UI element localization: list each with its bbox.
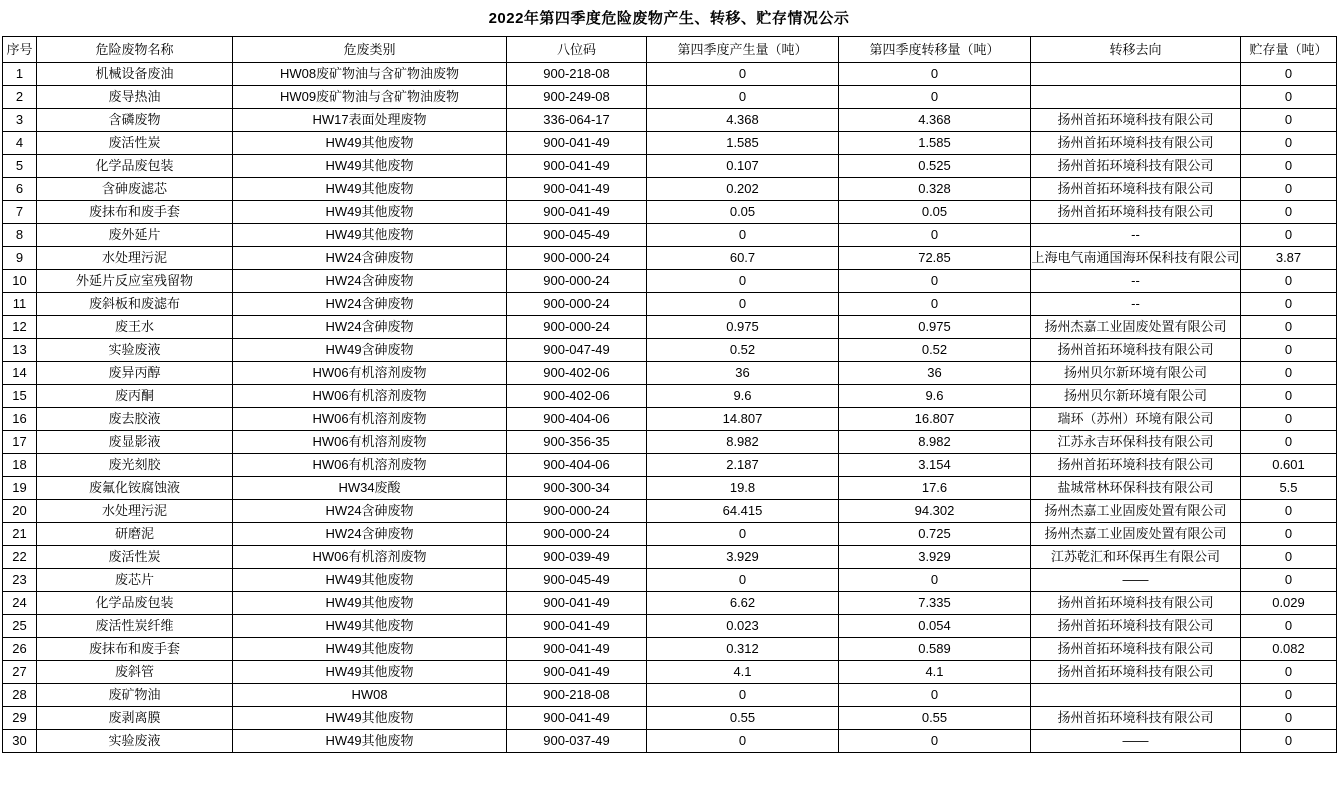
table-row	[3, 224, 1337, 247]
cell-generated-amount: 0.05	[647, 201, 839, 224]
cell-transferred-amount: 16.807	[839, 408, 1031, 431]
table-row	[3, 362, 1337, 385]
cell-eight-digit-code: 336-064-17	[507, 109, 647, 132]
cell-stored-amount: 0	[1241, 707, 1337, 730]
cell-index: 16	[3, 408, 37, 431]
cell-generated-amount: 0.202	[647, 178, 839, 201]
column-header-generated-amount: 第四季度产生量（吨）	[647, 37, 839, 63]
table-header	[3, 37, 1337, 63]
column-header-transfer-destination: 转移去向	[1031, 37, 1241, 63]
cell-waste-name: 实验废液	[37, 339, 233, 362]
table-row	[3, 684, 1337, 707]
cell-waste-name: 废剥离膜	[37, 707, 233, 730]
column-header-index: 序号	[3, 37, 37, 63]
cell-stored-amount: 0	[1241, 523, 1337, 546]
cell-stored-amount: 0	[1241, 201, 1337, 224]
table-row	[3, 132, 1337, 155]
table-row	[3, 247, 1337, 270]
cell-waste-category: HW24含砷废物	[233, 270, 507, 293]
cell-waste-category: HW49其他废物	[233, 638, 507, 661]
cell-index: 24	[3, 592, 37, 615]
table-row	[3, 109, 1337, 132]
cell-waste-name: 化学品废包装	[37, 155, 233, 178]
cell-transfer-destination: ——	[1031, 730, 1241, 753]
cell-transfer-destination	[1031, 86, 1241, 109]
cell-eight-digit-code: 900-000-24	[507, 293, 647, 316]
table-row	[3, 293, 1337, 316]
cell-generated-amount: 6.62	[647, 592, 839, 615]
cell-index: 28	[3, 684, 37, 707]
cell-stored-amount: 0	[1241, 546, 1337, 569]
cell-eight-digit-code: 900-000-24	[507, 500, 647, 523]
cell-transfer-destination: 扬州首拓环境科技有限公司	[1031, 661, 1241, 684]
cell-transfer-destination: 扬州贝尔新环境有限公司	[1031, 385, 1241, 408]
cell-transfer-destination: 瑞环（苏州）环境有限公司	[1031, 408, 1241, 431]
cell-transferred-amount: 0.52	[839, 339, 1031, 362]
cell-waste-name: 废显影液	[37, 431, 233, 454]
table-row	[3, 500, 1337, 523]
cell-index: 29	[3, 707, 37, 730]
cell-eight-digit-code: 900-300-34	[507, 477, 647, 500]
cell-transfer-destination: 扬州首拓环境科技有限公司	[1031, 132, 1241, 155]
cell-transferred-amount: 7.335	[839, 592, 1031, 615]
cell-generated-amount: 0.312	[647, 638, 839, 661]
cell-index: 6	[3, 178, 37, 201]
cell-stored-amount: 0	[1241, 155, 1337, 178]
cell-eight-digit-code: 900-000-24	[507, 523, 647, 546]
cell-stored-amount: 0	[1241, 339, 1337, 362]
cell-generated-amount: 0.52	[647, 339, 839, 362]
cell-index: 27	[3, 661, 37, 684]
cell-transfer-destination: 扬州首拓环境科技有限公司	[1031, 454, 1241, 477]
cell-waste-category: HW24含砷废物	[233, 293, 507, 316]
cell-transferred-amount: 72.85	[839, 247, 1031, 270]
cell-stored-amount: 0	[1241, 730, 1337, 753]
cell-transferred-amount: 0	[839, 86, 1031, 109]
cell-generated-amount: 0	[647, 224, 839, 247]
table-row	[3, 339, 1337, 362]
cell-waste-name: 化学品废包装	[37, 592, 233, 615]
cell-waste-category: HW08	[233, 684, 507, 707]
cell-waste-name: 废导热油	[37, 86, 233, 109]
cell-eight-digit-code: 900-402-06	[507, 385, 647, 408]
cell-transferred-amount: 0	[839, 63, 1031, 86]
cell-waste-name: 废芯片	[37, 569, 233, 592]
cell-index: 1	[3, 63, 37, 86]
cell-eight-digit-code: 900-041-49	[507, 155, 647, 178]
cell-index: 2	[3, 86, 37, 109]
table-row	[3, 155, 1337, 178]
cell-stored-amount: 0	[1241, 293, 1337, 316]
table-row	[3, 270, 1337, 293]
cell-transferred-amount: 0	[839, 293, 1031, 316]
cell-transferred-amount: 0	[839, 569, 1031, 592]
cell-waste-name: 废活性炭	[37, 132, 233, 155]
cell-transfer-destination: 扬州杰嘉工业固废处置有限公司	[1031, 500, 1241, 523]
cell-eight-digit-code: 900-249-08	[507, 86, 647, 109]
cell-generated-amount: 0.55	[647, 707, 839, 730]
cell-transfer-destination: 江苏永吉环保科技有限公司	[1031, 431, 1241, 454]
cell-eight-digit-code: 900-402-06	[507, 362, 647, 385]
cell-transferred-amount: 0.525	[839, 155, 1031, 178]
cell-eight-digit-code: 900-218-08	[507, 63, 647, 86]
cell-index: 8	[3, 224, 37, 247]
cell-generated-amount: 36	[647, 362, 839, 385]
cell-index: 11	[3, 293, 37, 316]
cell-index: 23	[3, 569, 37, 592]
cell-waste-name: 外延片反应室残留物	[37, 270, 233, 293]
table-header-row	[3, 37, 1337, 63]
cell-index: 17	[3, 431, 37, 454]
cell-generated-amount: 64.415	[647, 500, 839, 523]
table-row	[3, 592, 1337, 615]
cell-waste-name: 水处理污泥	[37, 247, 233, 270]
cell-transfer-destination: --	[1031, 270, 1241, 293]
cell-transferred-amount: 3.154	[839, 454, 1031, 477]
page-title: 2022年第四季度危险废物产生、转移、贮存情况公示	[488, 10, 850, 27]
cell-waste-category: HW06有机溶剂废物	[233, 362, 507, 385]
cell-stored-amount: 0	[1241, 661, 1337, 684]
cell-eight-digit-code: 900-037-49	[507, 730, 647, 753]
cell-stored-amount: 0	[1241, 178, 1337, 201]
table-row	[3, 638, 1337, 661]
column-header-waste-name: 危险废物名称	[37, 37, 233, 63]
cell-transferred-amount: 4.1	[839, 661, 1031, 684]
cell-transferred-amount: 0	[839, 684, 1031, 707]
table-row	[3, 385, 1337, 408]
cell-waste-category: HW49其他废物	[233, 155, 507, 178]
cell-transferred-amount: 9.6	[839, 385, 1031, 408]
cell-generated-amount: 19.8	[647, 477, 839, 500]
cell-transferred-amount: 0.328	[839, 178, 1031, 201]
cell-waste-name: 废丙酮	[37, 385, 233, 408]
cell-waste-category: HW17表面处理废物	[233, 109, 507, 132]
cell-index: 30	[3, 730, 37, 753]
column-header-stored-amount: 贮存量（吨）	[1241, 37, 1337, 63]
cell-eight-digit-code: 900-000-24	[507, 316, 647, 339]
cell-generated-amount: 0	[647, 293, 839, 316]
cell-stored-amount: 0	[1241, 500, 1337, 523]
cell-stored-amount: 0	[1241, 224, 1337, 247]
cell-generated-amount: 0	[647, 270, 839, 293]
cell-stored-amount: 0	[1241, 270, 1337, 293]
cell-waste-category: HW49其他废物	[233, 132, 507, 155]
cell-index: 12	[3, 316, 37, 339]
table-row	[3, 63, 1337, 86]
cell-stored-amount: 5.5	[1241, 477, 1337, 500]
cell-transferred-amount: 1.585	[839, 132, 1031, 155]
cell-stored-amount: 0	[1241, 63, 1337, 86]
cell-waste-category: HW49其他废物	[233, 201, 507, 224]
cell-transfer-destination: 扬州杰嘉工业固废处置有限公司	[1031, 523, 1241, 546]
cell-transfer-destination: 扬州首拓环境科技有限公司	[1031, 615, 1241, 638]
cell-index: 3	[3, 109, 37, 132]
column-header-transferred-amount: 第四季度转移量（吨）	[839, 37, 1031, 63]
cell-generated-amount: 0.023	[647, 615, 839, 638]
cell-generated-amount: 0	[647, 86, 839, 109]
cell-index: 4	[3, 132, 37, 155]
cell-waste-category: HW24含砷废物	[233, 523, 507, 546]
cell-waste-category: HW24含砷废物	[233, 500, 507, 523]
cell-transfer-destination: 扬州贝尔新环境有限公司	[1031, 362, 1241, 385]
cell-transfer-destination: 江苏乾汇和环保再生有限公司	[1031, 546, 1241, 569]
table-row	[3, 86, 1337, 109]
cell-transfer-destination: ——	[1031, 569, 1241, 592]
cell-generated-amount: 14.807	[647, 408, 839, 431]
cell-waste-category: HW49其他废物	[233, 615, 507, 638]
cell-waste-name: 实验废液	[37, 730, 233, 753]
column-header-eight-digit-code: 八位码	[507, 37, 647, 63]
cell-waste-category: HW49其他废物	[233, 592, 507, 615]
cell-index: 18	[3, 454, 37, 477]
cell-generated-amount: 4.1	[647, 661, 839, 684]
cell-generated-amount: 60.7	[647, 247, 839, 270]
table-body	[3, 63, 1337, 753]
cell-waste-category: HW34废酸	[233, 477, 507, 500]
cell-stored-amount: 0	[1241, 684, 1337, 707]
cell-eight-digit-code: 900-041-49	[507, 661, 647, 684]
cell-waste-category: HW06有机溶剂废物	[233, 546, 507, 569]
cell-transferred-amount: 0.05	[839, 201, 1031, 224]
cell-waste-category: HW49含砷废物	[233, 339, 507, 362]
cell-eight-digit-code: 900-041-49	[507, 201, 647, 224]
cell-waste-name: 废活性炭纤维	[37, 615, 233, 638]
cell-transferred-amount: 0	[839, 270, 1031, 293]
hazardous-waste-table	[2, 36, 1337, 753]
cell-eight-digit-code: 900-041-49	[507, 132, 647, 155]
cell-waste-name: 废外延片	[37, 224, 233, 247]
cell-transferred-amount: 0.725	[839, 523, 1031, 546]
table-row	[3, 730, 1337, 753]
cell-generated-amount: 1.585	[647, 132, 839, 155]
cell-transfer-destination: 上海电气南通国海环保科技有限公司	[1031, 247, 1241, 270]
table-row	[3, 454, 1337, 477]
cell-waste-category: HW49其他废物	[233, 730, 507, 753]
cell-index: 25	[3, 615, 37, 638]
cell-transfer-destination: 扬州首拓环境科技有限公司	[1031, 201, 1241, 224]
cell-transferred-amount: 0	[839, 224, 1031, 247]
cell-transfer-destination: 扬州首拓环境科技有限公司	[1031, 109, 1241, 132]
cell-transfer-destination	[1031, 684, 1241, 707]
table-row	[3, 546, 1337, 569]
cell-eight-digit-code: 900-356-35	[507, 431, 647, 454]
table-row	[3, 523, 1337, 546]
cell-stored-amount: 3.87	[1241, 247, 1337, 270]
cell-waste-name: 机械设备废油	[37, 63, 233, 86]
cell-waste-name: 含磷废物	[37, 109, 233, 132]
cell-index: 5	[3, 155, 37, 178]
cell-eight-digit-code: 900-041-49	[507, 592, 647, 615]
cell-eight-digit-code: 900-039-49	[507, 546, 647, 569]
table-row	[3, 431, 1337, 454]
cell-generated-amount: 3.929	[647, 546, 839, 569]
cell-eight-digit-code: 900-041-49	[507, 178, 647, 201]
cell-transferred-amount: 0.55	[839, 707, 1031, 730]
cell-waste-category: HW49其他废物	[233, 224, 507, 247]
cell-waste-category: HW06有机溶剂废物	[233, 385, 507, 408]
cell-waste-name: 废去胶液	[37, 408, 233, 431]
cell-waste-name: 废活性炭	[37, 546, 233, 569]
cell-transfer-destination: 扬州首拓环境科技有限公司	[1031, 178, 1241, 201]
cell-stored-amount: 0.082	[1241, 638, 1337, 661]
cell-eight-digit-code: 900-047-49	[507, 339, 647, 362]
table-row	[3, 477, 1337, 500]
cell-generated-amount: 9.6	[647, 385, 839, 408]
cell-index: 22	[3, 546, 37, 569]
cell-transferred-amount: 94.302	[839, 500, 1031, 523]
cell-waste-name: 水处理污泥	[37, 500, 233, 523]
cell-transfer-destination: 扬州首拓环境科技有限公司	[1031, 592, 1241, 615]
cell-stored-amount: 0	[1241, 569, 1337, 592]
cell-stored-amount: 0	[1241, 431, 1337, 454]
cell-transferred-amount: 36	[839, 362, 1031, 385]
cell-waste-name: 研磨泥	[37, 523, 233, 546]
column-header-waste-category: 危废类别	[233, 37, 507, 63]
cell-index: 15	[3, 385, 37, 408]
cell-generated-amount: 0	[647, 63, 839, 86]
cell-transfer-destination	[1031, 63, 1241, 86]
cell-transferred-amount: 0	[839, 730, 1031, 753]
cell-transfer-destination: 扬州首拓环境科技有限公司	[1031, 638, 1241, 661]
cell-eight-digit-code: 900-041-49	[507, 638, 647, 661]
cell-stored-amount: 0	[1241, 615, 1337, 638]
cell-eight-digit-code: 900-045-49	[507, 224, 647, 247]
table-row	[3, 201, 1337, 224]
cell-waste-name: 废矿物油	[37, 684, 233, 707]
cell-stored-amount: 0	[1241, 362, 1337, 385]
cell-stored-amount: 0	[1241, 408, 1337, 431]
cell-stored-amount: 0.029	[1241, 592, 1337, 615]
cell-transfer-destination: --	[1031, 224, 1241, 247]
table-row	[3, 615, 1337, 638]
cell-waste-category: HW09废矿物油与含矿物油废物	[233, 86, 507, 109]
cell-waste-category: HW24含砷废物	[233, 316, 507, 339]
cell-index: 20	[3, 500, 37, 523]
cell-generated-amount: 0.107	[647, 155, 839, 178]
table-row	[3, 707, 1337, 730]
cell-waste-category: HW49其他废物	[233, 661, 507, 684]
cell-eight-digit-code: 900-000-24	[507, 247, 647, 270]
cell-transferred-amount: 0.589	[839, 638, 1031, 661]
cell-waste-category: HW06有机溶剂废物	[233, 454, 507, 477]
cell-generated-amount: 4.368	[647, 109, 839, 132]
cell-waste-name: 废异丙醇	[37, 362, 233, 385]
cell-generated-amount: 8.982	[647, 431, 839, 454]
cell-waste-name: 废氟化铵腐蚀液	[37, 477, 233, 500]
cell-transferred-amount: 0.975	[839, 316, 1031, 339]
cell-waste-category: HW49其他废物	[233, 569, 507, 592]
cell-waste-category: HW06有机溶剂废物	[233, 431, 507, 454]
cell-index: 13	[3, 339, 37, 362]
cell-stored-amount: 0	[1241, 385, 1337, 408]
cell-transferred-amount: 17.6	[839, 477, 1031, 500]
cell-transferred-amount: 0.054	[839, 615, 1031, 638]
table-row	[3, 661, 1337, 684]
cell-generated-amount: 0	[647, 523, 839, 546]
cell-transferred-amount: 3.929	[839, 546, 1031, 569]
cell-stored-amount: 0	[1241, 109, 1337, 132]
cell-index: 9	[3, 247, 37, 270]
cell-generated-amount: 2.187	[647, 454, 839, 477]
cell-waste-category: HW49其他废物	[233, 707, 507, 730]
cell-waste-category: HW49其他废物	[233, 178, 507, 201]
table-row	[3, 569, 1337, 592]
cell-waste-name: 含砷废滤芯	[37, 178, 233, 201]
cell-waste-category: HW06有机溶剂废物	[233, 408, 507, 431]
cell-eight-digit-code: 900-404-06	[507, 454, 647, 477]
cell-generated-amount: 0	[647, 730, 839, 753]
cell-waste-name: 废王水	[37, 316, 233, 339]
cell-waste-name: 废斜板和废滤布	[37, 293, 233, 316]
cell-eight-digit-code: 900-404-06	[507, 408, 647, 431]
cell-waste-name: 废抹布和废手套	[37, 201, 233, 224]
cell-waste-name: 废光刻胶	[37, 454, 233, 477]
cell-stored-amount: 0.601	[1241, 454, 1337, 477]
cell-index: 7	[3, 201, 37, 224]
cell-index: 14	[3, 362, 37, 385]
cell-eight-digit-code: 900-041-49	[507, 707, 647, 730]
table-row	[3, 178, 1337, 201]
cell-transfer-destination: 扬州首拓环境科技有限公司	[1031, 155, 1241, 178]
table-row	[3, 316, 1337, 339]
cell-index: 21	[3, 523, 37, 546]
cell-generated-amount: 0.975	[647, 316, 839, 339]
cell-transfer-destination: 盐城常林环保科技有限公司	[1031, 477, 1241, 500]
cell-stored-amount: 0	[1241, 316, 1337, 339]
cell-waste-name: 废斜管	[37, 661, 233, 684]
cell-transfer-destination: 扬州首拓环境科技有限公司	[1031, 707, 1241, 730]
cell-waste-name: 废抹布和废手套	[37, 638, 233, 661]
cell-generated-amount: 0	[647, 569, 839, 592]
cell-eight-digit-code: 900-045-49	[507, 569, 647, 592]
table-row	[3, 408, 1337, 431]
cell-eight-digit-code: 900-041-49	[507, 615, 647, 638]
cell-transfer-destination: 扬州杰嘉工业固废处置有限公司	[1031, 316, 1241, 339]
cell-transferred-amount: 8.982	[839, 431, 1031, 454]
cell-transferred-amount: 4.368	[839, 109, 1031, 132]
cell-stored-amount: 0	[1241, 132, 1337, 155]
cell-index: 19	[3, 477, 37, 500]
cell-transfer-destination: 扬州首拓环境科技有限公司	[1031, 339, 1241, 362]
cell-index: 10	[3, 270, 37, 293]
cell-stored-amount: 0	[1241, 86, 1337, 109]
cell-index: 26	[3, 638, 37, 661]
cell-waste-category: HW24含砷废物	[233, 247, 507, 270]
cell-generated-amount: 0	[647, 684, 839, 707]
cell-eight-digit-code: 900-218-08	[507, 684, 647, 707]
cell-transfer-destination: --	[1031, 293, 1241, 316]
cell-eight-digit-code: 900-000-24	[507, 270, 647, 293]
cell-waste-category: HW08废矿物油与含矿物油废物	[233, 63, 507, 86]
